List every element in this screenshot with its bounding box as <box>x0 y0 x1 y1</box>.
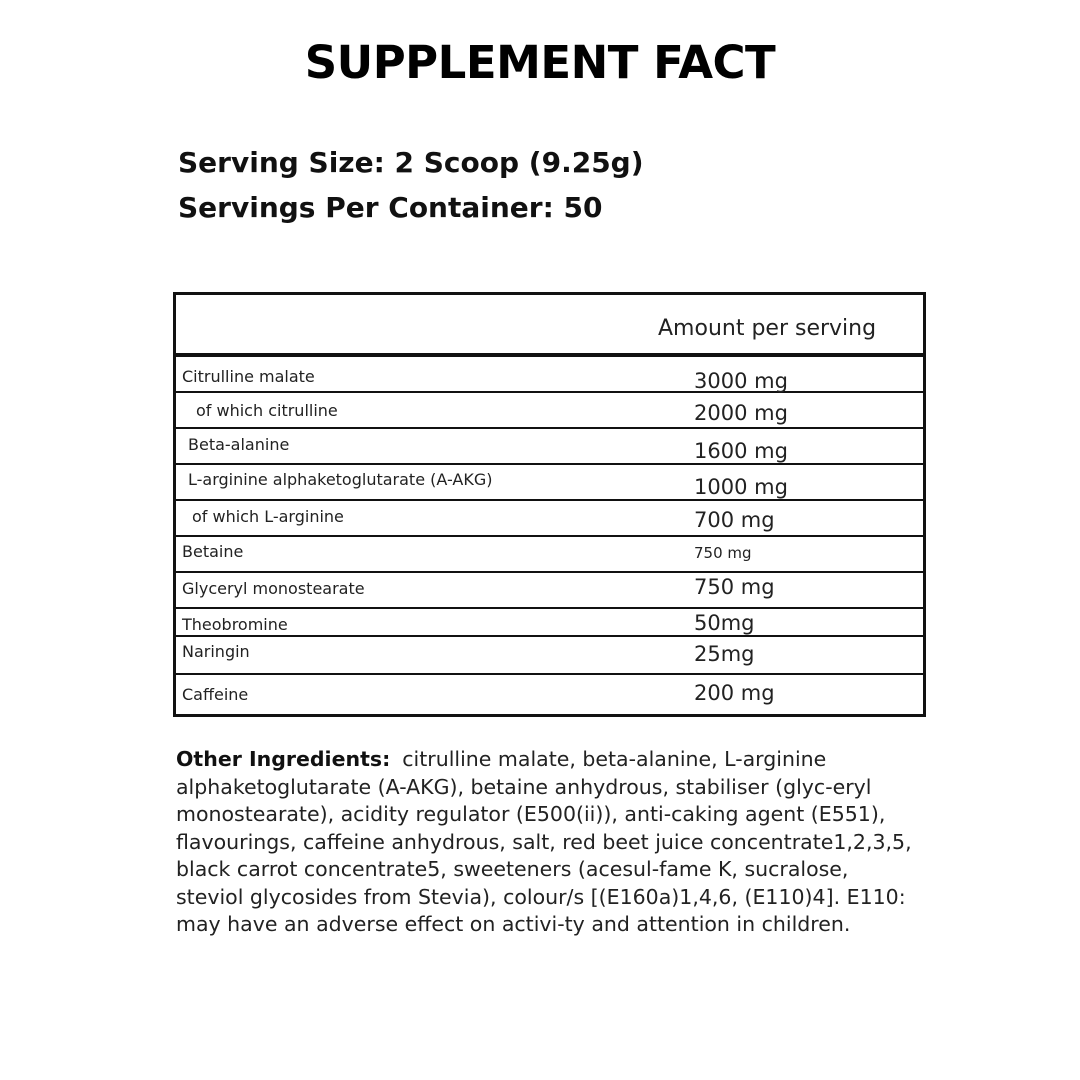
table-row <box>176 465 923 501</box>
ingredient-amount: 1000 mg <box>694 475 788 499</box>
ingredient-name: Beta-alanine <box>188 435 290 454</box>
other-ingredients-text: citrulline malate, beta-alanine, L-arginine alphaketoglutarate (A-AKG), betaine anhydrous, stabiliser (glyc-eryl monostearate), acidity regulator (E500(ii)), anti-caking agent (E551), flavourings, caffeine anhydrous, salt, red beet juice concentrate1,2,3,5, black carrot concentrate5, sweeteners (acesul-fame K, sucralose, steviol glycosides from Stevia), colour/s [(E160a)1,4,6, (E110)4]. E110: may have an adverse effect on activi-ty and attention in children. <box>176 747 912 936</box>
ingredient-amount: 50mg <box>694 611 755 635</box>
table-row <box>176 393 923 429</box>
other-ingredients-label: Other Ingredients: <box>176 747 391 771</box>
table-row <box>176 573 923 609</box>
table-row <box>176 357 923 393</box>
ingredient-amount: 750 mg <box>694 544 752 562</box>
ingredient-amount: 750 mg <box>694 575 775 599</box>
servings-per-container: Servings Per Container: 50 <box>178 191 603 224</box>
table-row <box>176 675 923 714</box>
ingredient-amount: 700 mg <box>694 508 775 532</box>
amount-per-serving-header: Amount per serving <box>658 316 877 341</box>
table-row <box>176 501 923 537</box>
ingredient-name: Theobromine <box>182 615 288 634</box>
serving-size: Serving Size: 2 Scoop (9.25g) <box>178 146 644 179</box>
ingredient-name: L-arginine alphaketoglutarate (A-AKG) <box>188 470 493 489</box>
ingredient-name: Glyceryl monostearate <box>182 579 365 598</box>
ingredient-name: Betaine <box>182 542 244 561</box>
table-header <box>176 295 923 357</box>
ingredient-amount: 2000 mg <box>694 401 788 425</box>
table-row <box>176 429 923 465</box>
table-row <box>176 609 923 637</box>
supplement-facts-table <box>173 292 926 717</box>
ingredient-name: of which citrulline <box>196 401 338 420</box>
other-ingredients <box>176 746 916 939</box>
table-row <box>176 637 923 675</box>
ingredient-amount: 1600 mg <box>694 439 788 463</box>
ingredient-name: Citrulline malate <box>182 367 315 386</box>
page-title: SUPPLEMENT FACT <box>304 36 776 89</box>
ingredient-amount: 25mg <box>694 642 755 666</box>
table-row <box>176 537 923 573</box>
ingredient-name: Naringin <box>182 642 250 661</box>
ingredient-amount: 3000 mg <box>694 369 788 393</box>
ingredient-name: Caffeine <box>182 685 249 704</box>
ingredient-name: of which L-arginine <box>192 507 344 526</box>
ingredient-amount: 200 mg <box>694 681 775 705</box>
